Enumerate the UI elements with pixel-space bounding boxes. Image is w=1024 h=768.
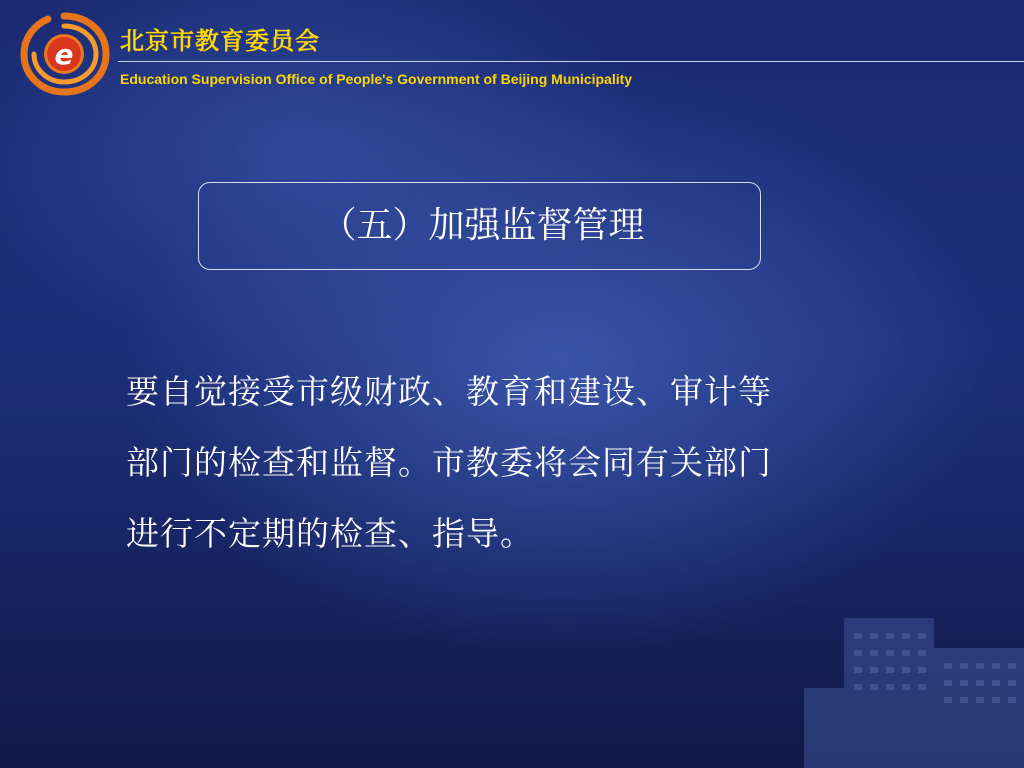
building-watermark <box>804 588 1024 768</box>
organization-name-chinese: 北京市教育委员会 <box>120 27 320 55</box>
education-e-logo-icon <box>16 10 112 98</box>
body-line-2: 部门的检查和监督。市教委将会同有关部门 <box>126 443 772 482</box>
slide-title-box <box>198 182 761 270</box>
organization-name-english: Education Supervision Office of People's Government of Beijing Municipality <box>120 71 633 87</box>
body-line-1: 要自觉接受市级财政、教育和建设、审计等 <box>126 372 772 411</box>
slide-title: （五）加强监督管理 <box>320 205 645 246</box>
svg-text:e: e <box>54 38 74 71</box>
slide-body <box>126 356 896 569</box>
body-line-3: 进行不定期的检查、指导。 <box>126 514 534 553</box>
header-divider <box>118 61 1024 62</box>
